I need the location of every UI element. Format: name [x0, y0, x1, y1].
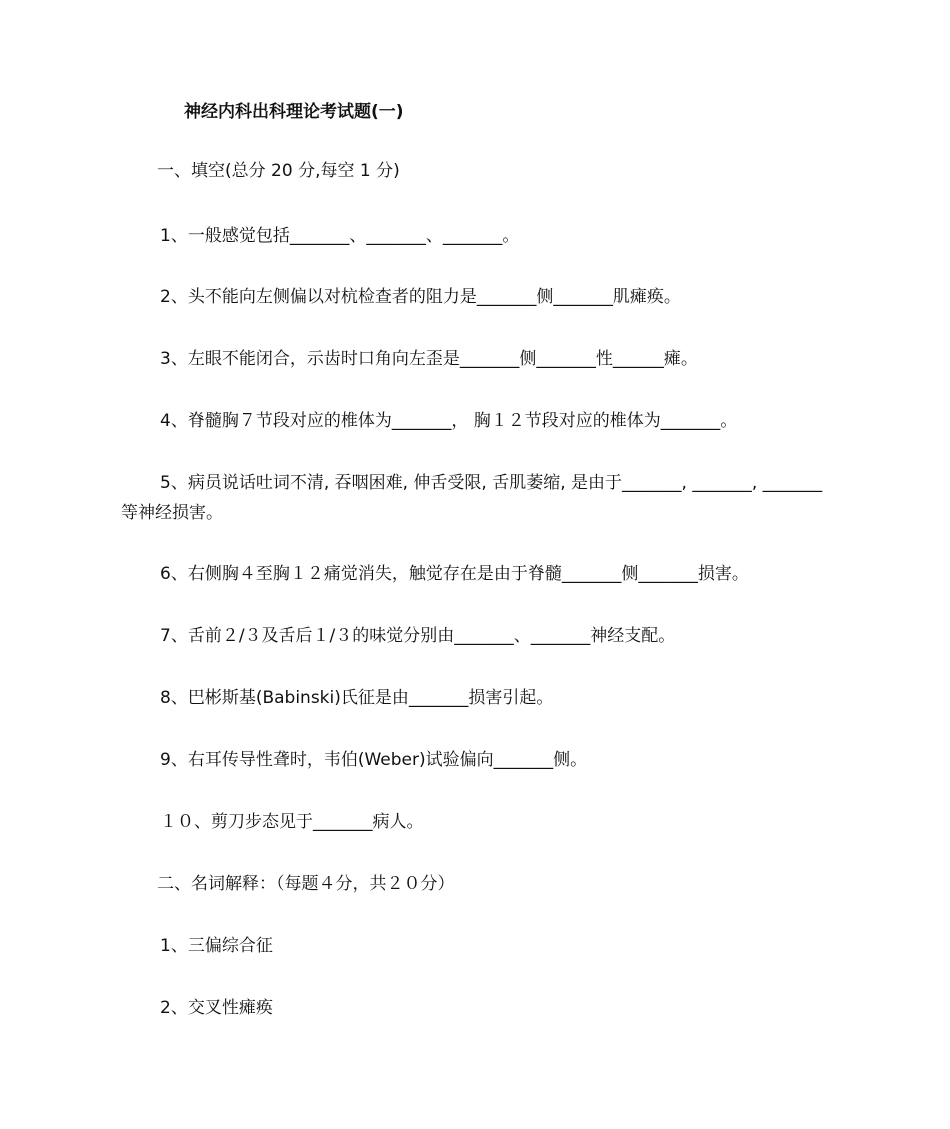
question-1: 1、一般感觉包括_______、_______、_______。	[160, 226, 520, 246]
term-1: 1、三偏综合征	[160, 936, 273, 956]
question-10: １０、剪刀步态见于_______病人。	[160, 812, 424, 832]
question-3: 3、左眼不能闭合，示齿时口角向左歪是_______侧_______性______瘫。	[160, 349, 698, 369]
question-8: 8、巴彬斯基(Babinski)氏征是由_______损害引起。	[160, 688, 554, 708]
question-9: 9、右耳传导性聋时，韦伯(Weber)试验偏向_______侧。	[160, 750, 588, 770]
question-4: 4、脊髓胸７节段对应的椎体为_______， 胸１２节段对应的椎体为_______。	[160, 411, 738, 431]
question-2: 2、头不能向左侧偏以对杭检查者的阻力是_______侧_______肌瘫痪。	[160, 287, 681, 307]
section-heading-terms: 二、名词解释：（每题４分，共２０分）	[157, 874, 455, 894]
term-2: 2、交叉性瘫痪	[160, 998, 273, 1018]
document-title: 神经内科出科理论考试题(一)	[184, 102, 404, 122]
question-5: 5、病员说话吐词不清, 吞咽困难, 伸舌受限, 舌肌萎缩, 是由于_______, _______, _______等神经损害。	[121, 473, 823, 523]
question-6: 6、右侧胸４至胸１２痛觉消失，触觉存在是由于脊髓_______侧_______损害。	[160, 564, 749, 584]
section-heading-fill-in: 一、填空(总分 20 分,每空 1 分)	[157, 161, 400, 181]
question-7: 7、舌前２/３及舌后１/３的味觉分别由_______、_______神经支配。	[160, 626, 676, 646]
